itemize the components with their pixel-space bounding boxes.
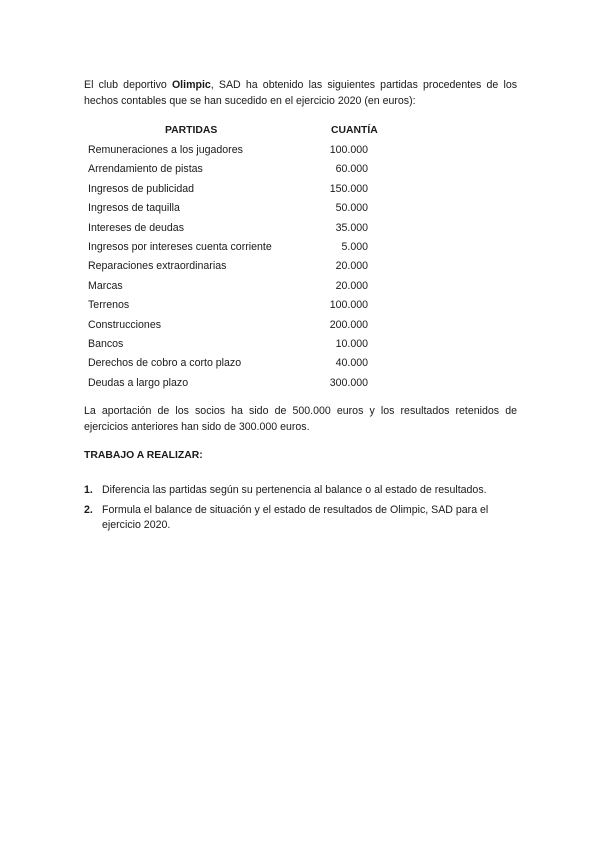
table-row <box>88 221 368 240</box>
table-row <box>88 376 368 395</box>
row-concept: Derechos de cobro a corto plazo <box>88 357 242 370</box>
row-concept: Intereses de deudas <box>88 221 185 234</box>
task-text: Diferencia las partidas según su pertenencia al balance o al estado de resultados. <box>102 484 487 496</box>
row-amount: 100.000 <box>329 144 368 156</box>
row-amount: 20.000 <box>335 279 368 292</box>
table-header-partidas: PARTIDAS <box>165 125 218 136</box>
row-amount: 20.000 <box>335 260 368 273</box>
list-item <box>84 483 517 499</box>
intro-text-before: El club deportivo <box>84 79 172 91</box>
row-concept: Ingresos de taquilla <box>88 202 180 215</box>
row-amount: 60.000 <box>335 163 368 176</box>
table-row <box>88 259 368 278</box>
table-row <box>88 337 368 356</box>
list-item <box>84 503 517 534</box>
trabajo-heading: TRABAJO A REALIZAR: <box>84 450 203 461</box>
partidas-table <box>88 143 368 395</box>
row-concept: Construcciones <box>88 318 162 331</box>
row-concept: Remuneraciones a los jugadores <box>88 144 243 156</box>
intro-text-after: , SAD ha obtenido las siguientes partidas procedentes de los hechos contables que se han sucedido en el ejercicio 2020 (en euros): <box>84 79 518 107</box>
row-concept: Marcas <box>88 279 123 292</box>
row-concept: Deudas a largo plazo <box>88 376 189 389</box>
row-concept: Reparaciones extraordinarias <box>88 260 227 273</box>
row-amount: 10.000 <box>335 337 368 350</box>
table-row <box>88 279 368 298</box>
row-concept: Ingresos por intereses cuenta corriente <box>88 240 272 253</box>
row-amount: 5.000 <box>341 240 368 253</box>
table-row <box>88 143 368 162</box>
table-row <box>88 182 368 201</box>
row-concept: Ingresos de publicidad <box>88 182 195 195</box>
task-number: 2. <box>84 503 93 516</box>
table-row <box>88 201 368 220</box>
task-number: 1. <box>84 484 93 496</box>
table-header-cuantia: CUANTÍA <box>331 125 378 136</box>
table-row <box>88 356 368 375</box>
task-list <box>84 483 517 538</box>
row-amount: 50.000 <box>335 202 368 215</box>
table-row <box>88 318 368 337</box>
row-amount: 150.000 <box>329 182 368 195</box>
aportacion-paragraph: La aportación de los socios ha sido de 500.000 euros y los resultados retenidos de ejercicios anteriores han sido de 300.000 euros. <box>84 405 517 433</box>
row-amount: 100.000 <box>329 299 368 312</box>
row-amount: 200.000 <box>329 318 368 331</box>
row-concept: Arrendamiento de pistas <box>88 163 203 176</box>
club-name: Olimpic <box>171 79 211 91</box>
row-amount: 300.000 <box>329 376 368 389</box>
row-amount: 40.000 <box>335 357 368 370</box>
row-concept: Terrenos <box>88 299 130 312</box>
table-row <box>88 298 368 317</box>
row-concept: Bancos <box>88 337 124 350</box>
table-row <box>88 162 368 181</box>
row-amount: 35.000 <box>335 221 368 234</box>
table-row <box>88 240 368 259</box>
intro-paragraph <box>84 78 517 109</box>
task-text: Formula el balance de situación y el estado de resultados de Olimpic, SAD para el ejercicio 2020. <box>102 503 489 531</box>
